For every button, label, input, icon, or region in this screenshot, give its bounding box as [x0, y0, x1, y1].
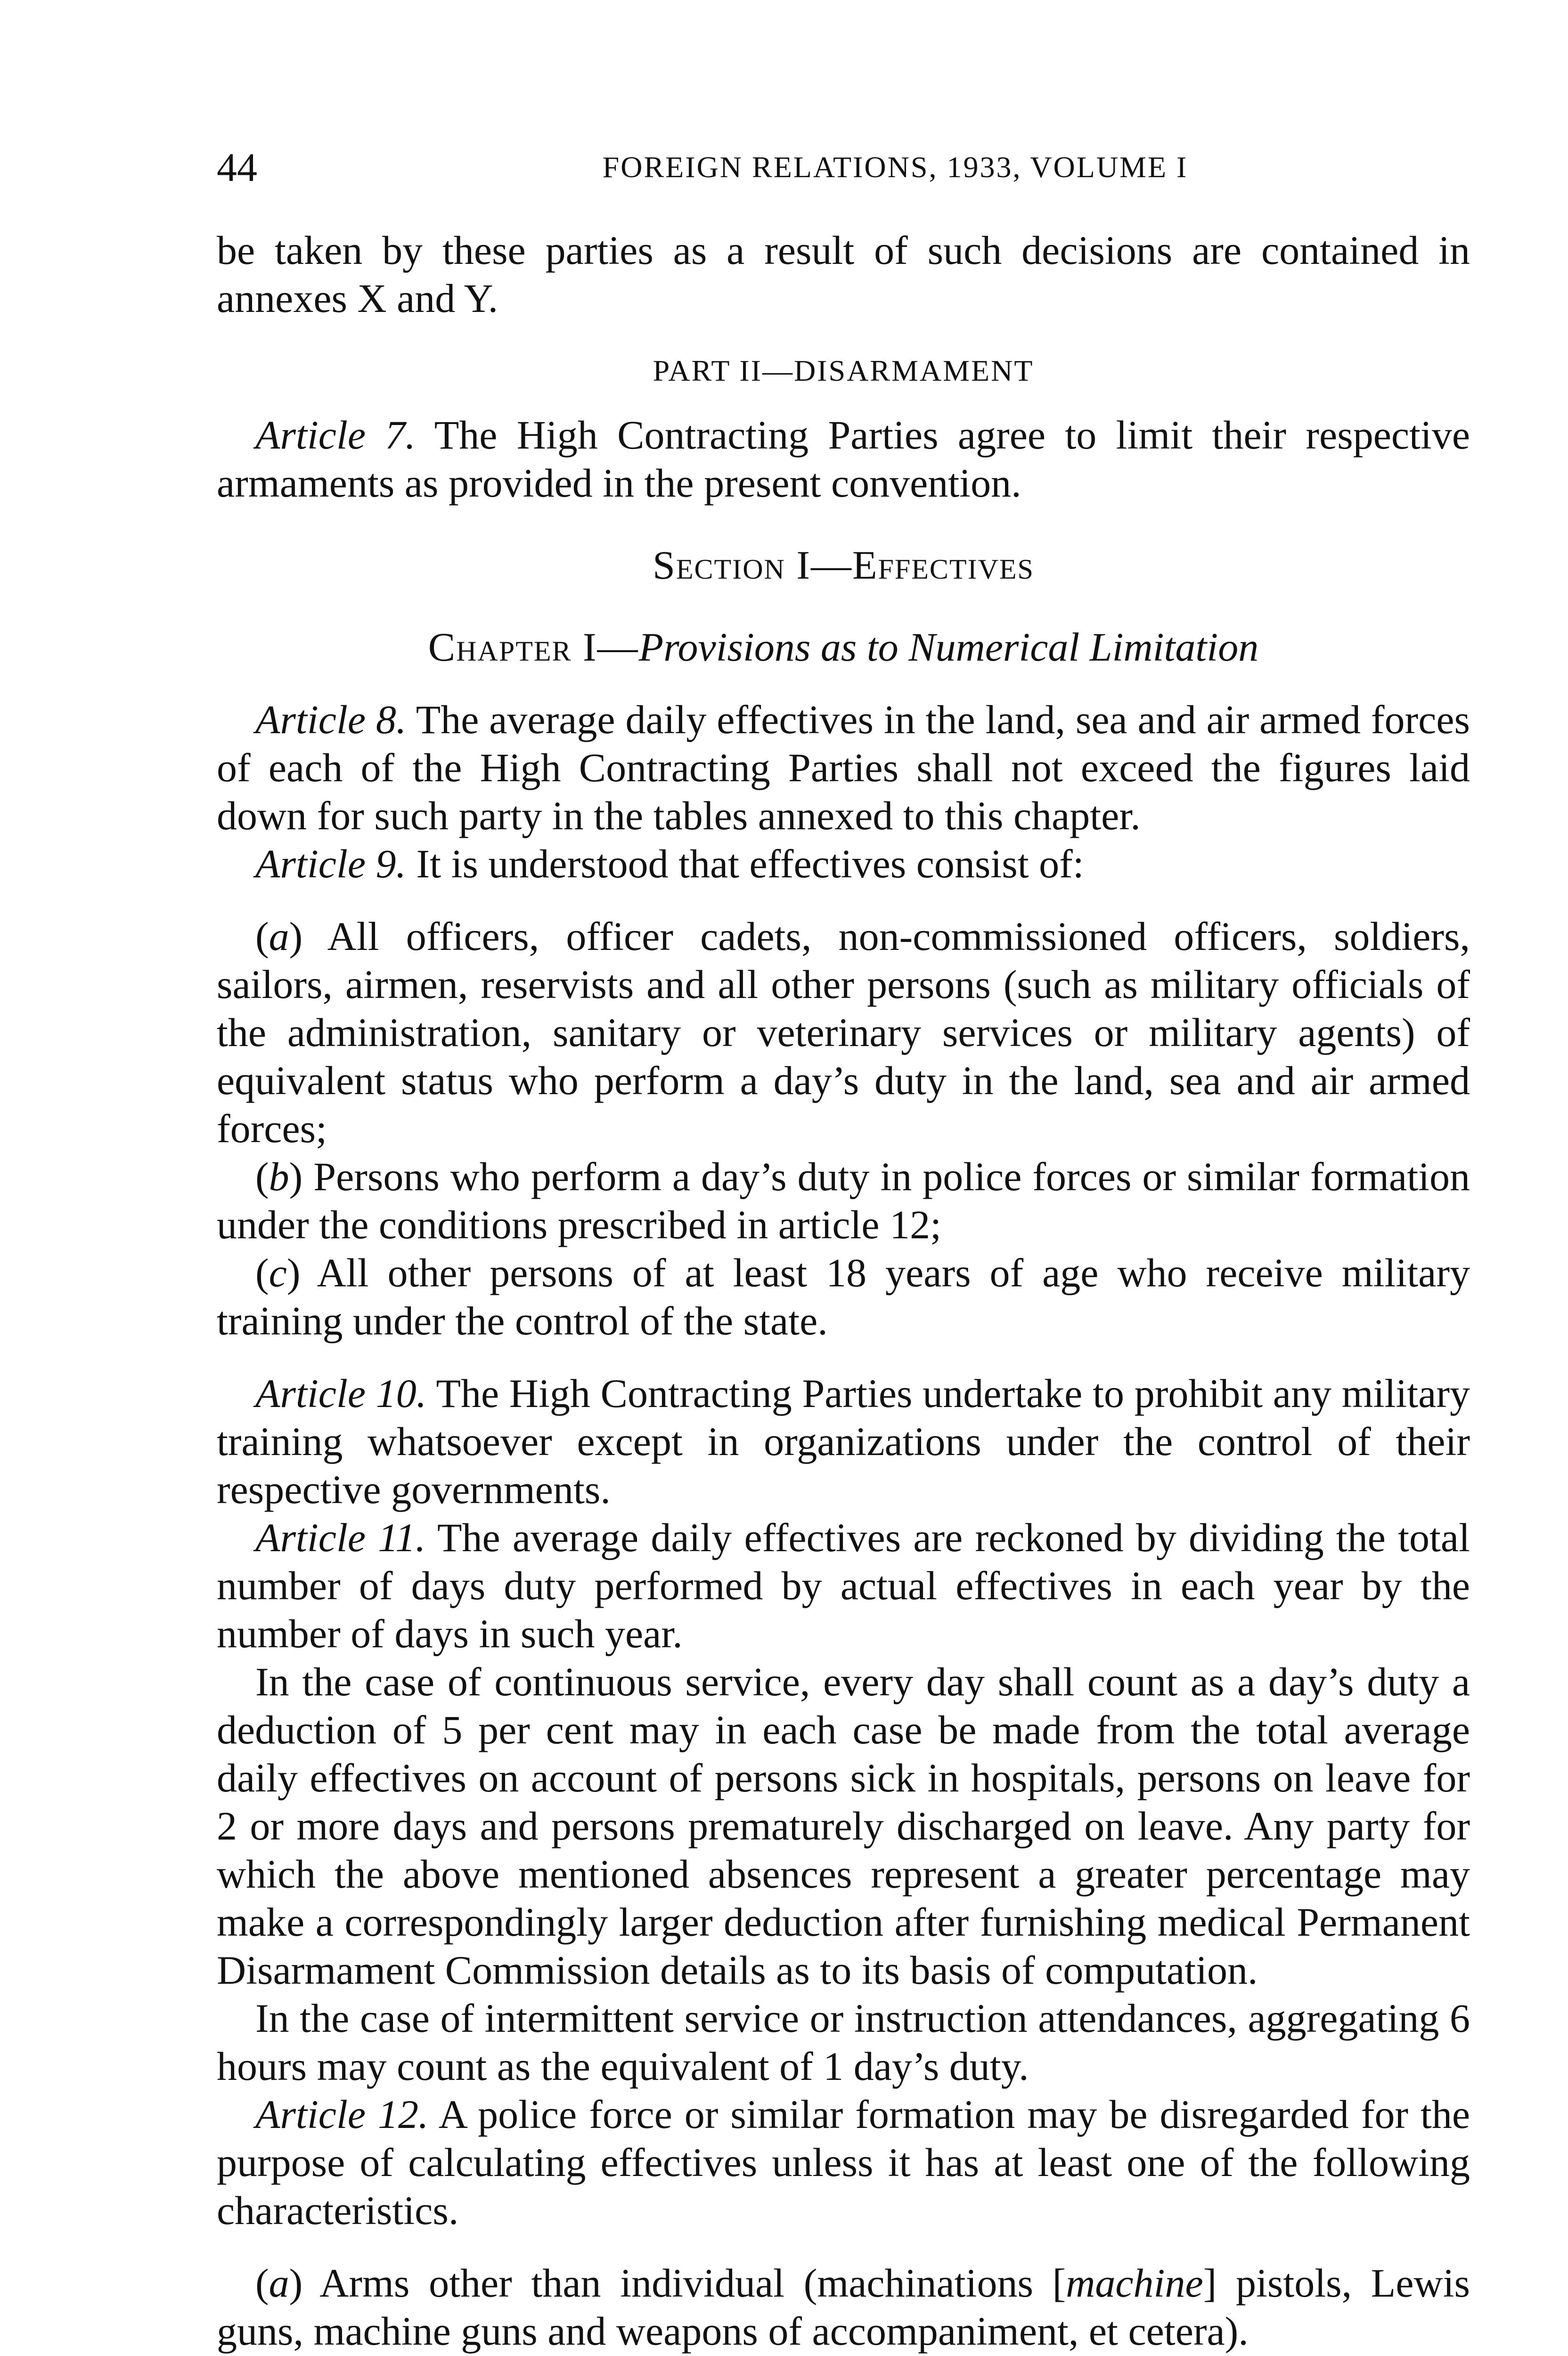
- item-letter: a: [269, 2260, 289, 2306]
- article-10-text: The High Contracting Parties undertake to prohibit any military training whatsoever except in organizations under the control of their respective governments.: [217, 1371, 1470, 1512]
- editorial-correction: machine: [1066, 2260, 1203, 2306]
- article-9: [217, 840, 1470, 888]
- article-8: [217, 695, 1470, 840]
- item-text: ) All other persons of at least 18 years of age who receive military training under the control of the state.: [217, 1250, 1470, 1343]
- part-heading: PART II—DISARMAMENT: [653, 354, 1034, 387]
- article-11-paragraph-3: In the case of intermittent service or instruction attendances, aggregating 6 hours may count as the equivalent of 1 day’s duty.: [217, 1996, 1470, 2089]
- item-open-paren: (: [255, 2260, 269, 2306]
- article-7: [217, 411, 1470, 507]
- item-text: ) All officers, officer cadets, non-commissioned officers, soldiers, sailors, airmen, reservists and all other persons (such as military officials of the administration, sanitary or veterinary services or military agents) of equivalent status who perform a day’s duty in the land, sea and air armed forces;: [217, 914, 1470, 1151]
- article-11-text: The average daily effectives are reckoned by dividing the total number of days duty performed by actual effectives in each year by the number of days in such year.: [217, 1515, 1470, 1656]
- article-8-label: Article 8.: [255, 697, 407, 742]
- article-9-item-b: [217, 1153, 1470, 1249]
- intro-text: be taken by these parties as a result of such decisions are contained in annexes X and Y.: [217, 228, 1470, 321]
- article-7-label: Article 7.: [255, 412, 416, 458]
- article-9-text: It is understood that effectives consist of:: [406, 841, 1084, 886]
- chapter-prefix: Chapter I—: [428, 624, 639, 670]
- chapter-heading: [217, 623, 1470, 671]
- article-11-paragraph-2: In the case of continuous service, every day shall count as a day’s duty a deduction of 5 per cent may in each case be made from the total average daily effectives on account of persons sick in hospitals, persons on leave for 2 or more days and persons prematurely discharged on leave. Any party for which the above mentioned absences represent a greater percentage may make a correspondingly larger deduction after furnishing medical Permanent Disarmament Commission details as to its basis of computation.: [217, 1659, 1470, 1993]
- item-text: ) Arms other than individual (machinations [: [289, 2260, 1066, 2306]
- article-11: [217, 1513, 1470, 1658]
- item-open-paren: (: [255, 914, 269, 959]
- article-12-text: A police force or similar formation may be disregarded for the purpose of calculating effectives unless it has at least one of the following characteristics.: [217, 2092, 1470, 2233]
- article-8-text: The average daily effectives in the land, sea and air armed forces of each of the High Contracting Parties shall not exceed the figures laid down for such party in the tables annexed to this chapter.: [217, 697, 1470, 838]
- article-7-text: The High Contracting Parties agree to limit their respective armaments as provided in the present convention.: [217, 412, 1470, 506]
- item-open-paren: (: [255, 1250, 269, 1295]
- article-11-label: Article 11.: [255, 1515, 426, 1560]
- article-9-label: Article 9.: [255, 841, 407, 886]
- article-9-item-c: [217, 1249, 1470, 1345]
- article-12-label: Article 12.: [255, 2092, 429, 2137]
- article-12-item-a: [217, 2259, 1470, 2355]
- running-head: [217, 141, 1470, 193]
- item-letter: a: [269, 914, 289, 959]
- page-number: 44: [217, 145, 257, 190]
- article-10: [217, 1369, 1470, 1513]
- running-title: FOREIGN RELATIONS, 1933, VOLUME I: [602, 150, 1188, 184]
- body-text: [217, 226, 1470, 2356]
- section-heading: Section I—Effectives: [653, 542, 1034, 588]
- item-open-paren: (: [255, 1154, 269, 1199]
- item-letter: b: [269, 1154, 289, 1199]
- article-12: [217, 2090, 1470, 2234]
- item-text: ) Persons who perform a day’s duty in police forces or similar formation under the conditions prescribed in article 12;: [217, 1154, 1470, 1247]
- intro-paragraph: [217, 226, 1470, 322]
- item-letter: c: [269, 1250, 287, 1295]
- article-9-item-a: [217, 912, 1470, 1153]
- article-10-label: Article 10.: [255, 1371, 427, 1416]
- chapter-title: Provisions as to Numerical Limitation: [638, 624, 1259, 670]
- item-text-continued: ] pistols, Lewis guns, machine guns and weapons of accompaniment, et cetera).: [217, 2260, 1470, 2354]
